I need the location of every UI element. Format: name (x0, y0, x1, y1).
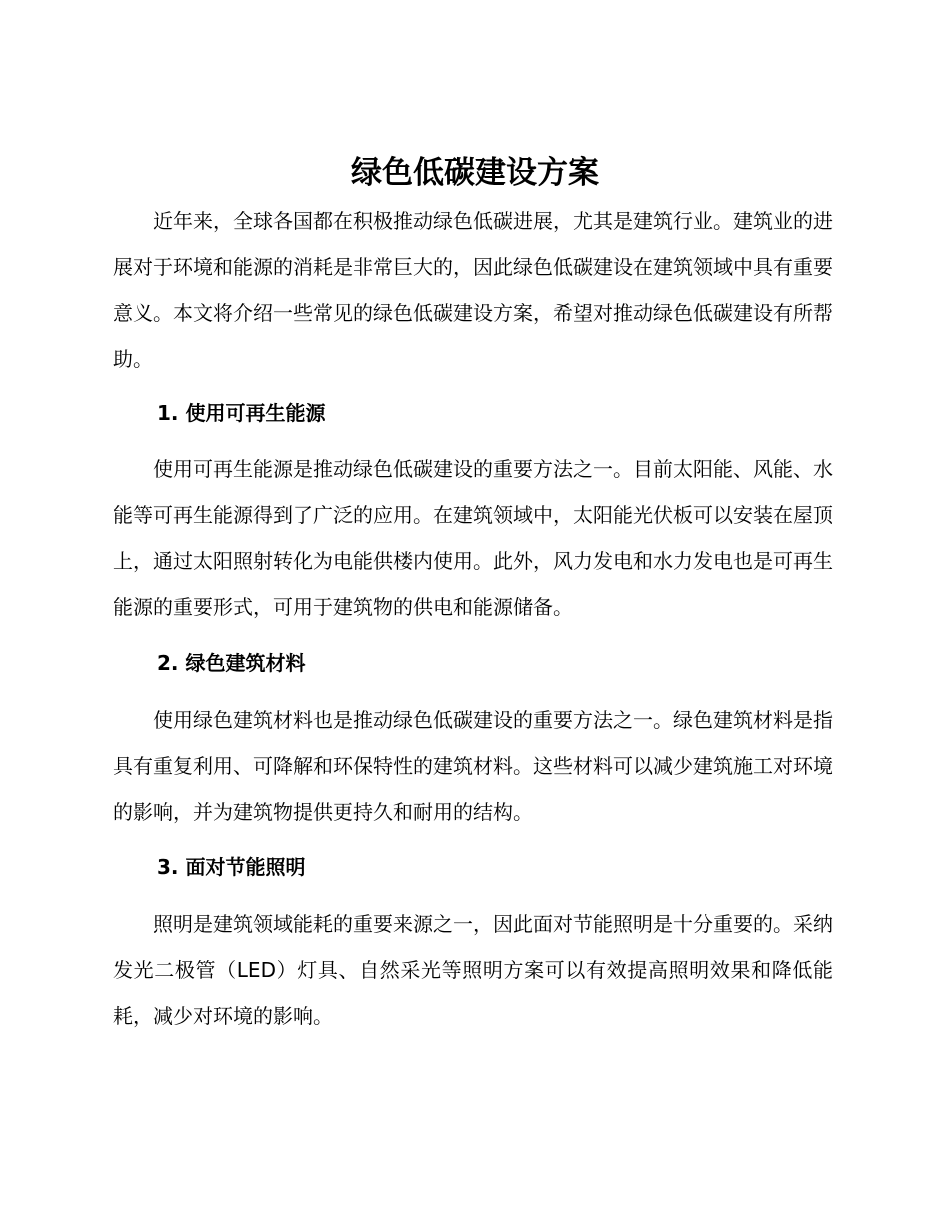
section-body-energy-saving-lighting: 照明是建筑领域能耗的重要来源之一，因此面对节能照明是十分重要的。采纳发光二极管（LED）灯具、自然采光等照明方案可以有效提高照明效果和降低能耗，减少对环境的影响。 (113, 912, 833, 1028)
section-heading-energy-saving-lighting: 3. 面对节能照明 (157, 855, 306, 879)
section-heading-renewable-energy: 1. 使用可再生能源 (157, 401, 326, 425)
section-body-green-materials: 使用绿色建筑材料也是推动绿色低碳建设的重要方法之一。绿色建筑材料是指具有重复利用、可降解和环保特性的建筑材料。这些材料可以减少建筑施工对环境的影响，并为建筑物提供更持久和耐用的结构。 (113, 708, 833, 824)
intro-paragraph: 近年来，全球各国都在积极推动绿色低碳进展，尤其是建筑行业。建筑业的进展对于环境和能源的消耗是非常巨大的，因此绿色低碳建设在建筑领域中具有重要意义。本文将介绍一些常见的绿色低碳建设方案，希望对推动绿色低碳建设有所帮助。 (113, 209, 833, 371)
section-heading-green-materials: 2. 绿色建筑材料 (157, 651, 306, 675)
section-body-renewable-energy: 使用可再生能源是推动绿色低碳建设的重要方法之一。目前太阳能、风能、水能等可再生能源得到了广泛的应用。在建筑领域中，太阳能光伏板可以安装在屋顶上，通过太阳照射转化为电能供楼内使用。此外，风力发电和水力发电也是可再生能源的重要形式，可用于建筑物的供电和能源储备。 (113, 457, 833, 619)
document-title: 绿色低碳建设方案 (351, 155, 599, 191)
